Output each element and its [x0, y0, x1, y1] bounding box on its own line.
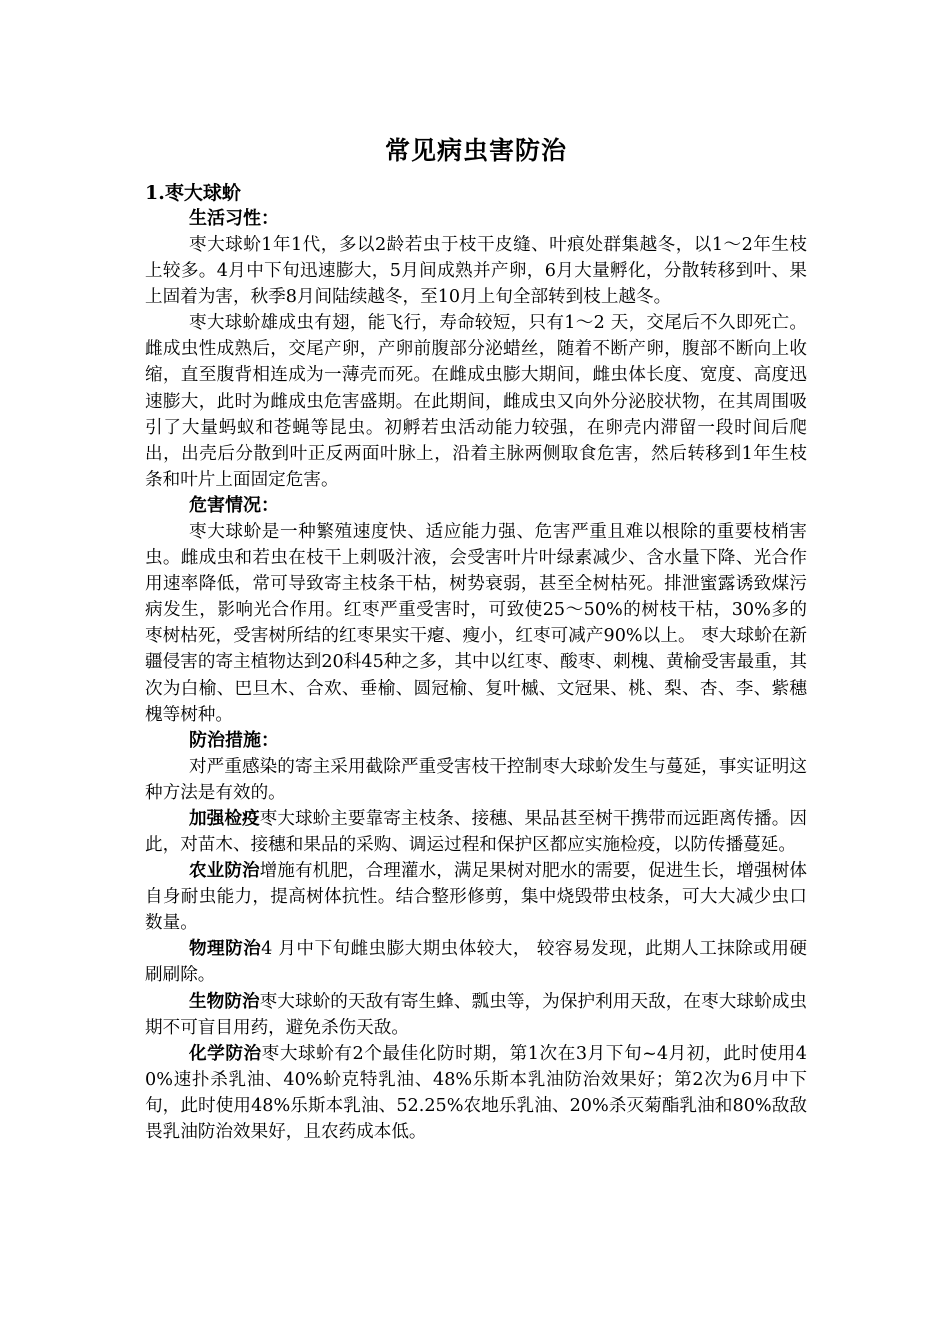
measure-chemical [145, 1041, 807, 1145]
measure-biological [145, 989, 807, 1041]
measure-agricultural [145, 858, 807, 936]
measure-text: 枣大球蚧主要靠寄主枝条、接穗、果品甚至树干携带而远距离传播。因此，对苗木、接穗和果品的采购、调运过程和保护区都应实施检疫，以防传播蔓延。 [145, 808, 807, 855]
measure-quarantine [145, 806, 807, 858]
control-heading: 防治措施： [189, 729, 279, 751]
document-title: 常见病虫害防治 [384, 136, 567, 165]
habits-paragraph-2: 枣大球蚧雄成虫有翅，能飞行，寿命较短，只有1～2 天，交尾后不久即死亡。雌成虫性成熟后，交尾产卵，产卵前腹部分泌蜡丝，随着不断产卵，腹部不断向上收缩，直至腹背相连成为一薄壳而死。在雌成虫膨大期间，雌虫体长度、宽度、高度迅速膨大，此时为雌成虫危害盛期。在此期间，雌成虫又向外分泌胶状物，在其周围吸引了大量蚂蚁和苍蝇等昆虫。初孵若虫活动能力较强，在卵壳内滞留一段时间后爬出，出壳后分散到叶正反两面叶脉上，沿着主脉两侧取食危害，然后转移到1年生枝条和叶片上面固定危害。 [145, 313, 807, 490]
habits-paragraph-1: 枣大球蚧1年1代，多以2龄若虫于枝干皮缝、叶痕处群集越冬，以1～2年生枝上较多。4月中下旬迅速膨大，5月间成熟并产卵，6月大量孵化，分散转移到叶、果上固着为害，秋季8月间陆续越冬，至10月上旬全部转到枝上越冬。 [145, 235, 807, 308]
document-page [145, 128, 807, 1145]
measure-lead: 物理防治 [189, 938, 262, 960]
measure-lead: 加强检疫 [189, 807, 260, 829]
damage-heading: 危害情况： [189, 494, 279, 516]
measure-physical [145, 936, 807, 988]
measure-lead: 化学防治 [189, 1042, 262, 1064]
measure-lead: 农业防治 [189, 860, 260, 882]
measure-lead: 生物防治 [189, 990, 260, 1012]
damage-paragraph: 枣大球蚧是一种繁殖速度快、适应能力强、危害严重且难以根除的重要枝梢害虫。雌成虫和若虫在枝干上刺吸汁液，会受害叶片叶绿素减少、含水量下降、光合作用速率降低，常可导致寄主枝条干枯，树势衰弱，甚至全树枯死。排泄蜜露诱致煤污病发生，影响光合作用。红枣严重受害时，可致使25～50%的树枝干枯，30%多的枣树枯死，受害树所结的红枣果实干瘪、瘦小，红枣可减产90%以上。 枣大球蚧在新疆侵害的寄主植物达到20科45种之多，其中以红枣、酸枣、刺槐、黄榆受害最重，其次为白榆、巴旦木、合欢、垂榆、圆冠榆、复叶槭、文冠果、桃、梨、杏、李、紫穗槐等树种。 [145, 521, 807, 725]
habits-heading: 生活习性： [189, 208, 279, 229]
control-intro-paragraph: 对严重感染的寄主采用截除严重受害枝干控制枣大球蚧发生与蔓延，事实证明这种方法是有效的。 [145, 756, 807, 803]
measure-text: 4 月中下旬雌虫膨大期虫体较大， 较容易发现，此期人工抹除或用硬刷刷除。 [145, 939, 807, 986]
measure-text: 枣大球蚧的天敌有寄生蜂、瓢虫等，为保护利用天敌，在枣大球蚧成虫期不可盲目用药，避免杀伤天敌。 [145, 991, 807, 1038]
measure-text: 枣大球蚧有2个最佳化防时期，第1次在3月下旬~4月初，此时使用40%速扑杀乳油、40%蚧克特乳油、48%乐斯本乳油防治效果好；第2次为6月中下旬，此时使用48%乐斯本乳油、52.25%农地乐乳油、20%杀灭菊酯乳油和80%敌敌畏乳油防治效果好，且农药成本低。 [145, 1043, 807, 1142]
section-heading: 1.枣大球蚧 [145, 182, 241, 204]
measure-text: 增施有机肥，合理灌水，满足果树对肥水的需要，促进生长，增强树体自身耐虫能力，提高树体抗性。结合整形修剪，集中烧毁带虫枝条，可大大减少虫口数量。 [145, 861, 807, 934]
